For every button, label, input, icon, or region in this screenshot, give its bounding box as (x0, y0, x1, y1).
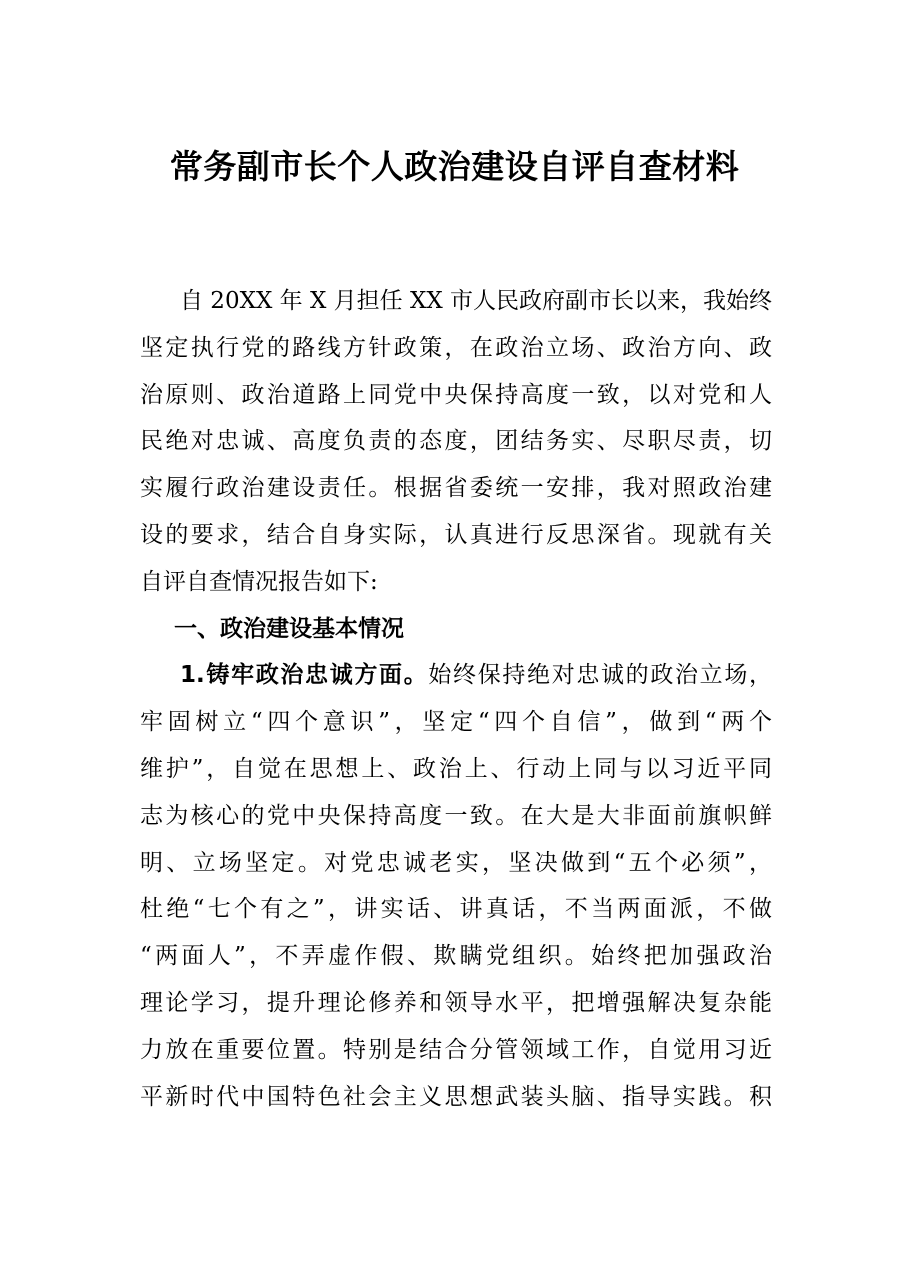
intro-line: 治原则、政治道路上同党中央保持高度一致，以对党和人 (140, 381, 772, 408)
intro-line: 实履行政治建设责任。根据省委统一安排，我对照政治建 (140, 475, 772, 502)
intro-line: 自评自查情况报告如下: (140, 568, 378, 595)
document-title: 常务副市长个人政治建设自评自查材料 (169, 147, 740, 186)
item1-line: 志为核心的党中央保持高度一致。在大是大非面前旗帜鲜 (140, 802, 772, 829)
item1-line: 力放在重要位置。特别是结合分管领域工作，自觉用习近 (140, 1036, 772, 1063)
section-heading: 一、政治建设基本情况 (174, 615, 404, 642)
intro-line: 民绝对忠诚、高度负责的态度，团结务实、尽职尽责，切 (140, 428, 772, 455)
item1-line: 平新时代中国特色社会主义思想武装头脑、指导实践。积 (140, 1083, 772, 1110)
item1-line: 牢固树立“四个意识”，坚定“四个自信”，做到“两个 (140, 709, 772, 736)
intro-line: 坚定执行党的路线方针政策，在政治立场、政治方向、政 (140, 334, 772, 361)
item1-line: 维护”，自觉在思想上、政治上、行动上同与以习近平同 (140, 755, 772, 782)
item1-first-line (140, 652, 772, 699)
item1-line: 明、立场坚定。对党忠诚老实，坚决做到“五个必须”， (140, 849, 772, 876)
item1-lead: 1.铸牢政治忠诚方面。 (180, 662, 429, 689)
item1-line: 杜绝“七个有之”，讲实话、讲真话，不当两面派，不做 (140, 896, 772, 923)
item1-line: “两面人”，不弄虚作假、欺瞒党组织。始终把加强政治 (140, 943, 772, 970)
item1-line: 理论学习，提升理论修养和领导水平，把增强解决复杂能 (140, 989, 772, 1016)
intro-line: 设的要求，结合自身实际，认真进行反思深省。现就有关 (140, 521, 772, 548)
document-body (140, 278, 772, 1120)
intro-line: 自 20XX 年 X 月担任 XX 市人民政府副市长以来，我始终 (180, 288, 772, 314)
item1-first-rest: 始终保持绝对忠诚的政治立场， (428, 662, 772, 689)
